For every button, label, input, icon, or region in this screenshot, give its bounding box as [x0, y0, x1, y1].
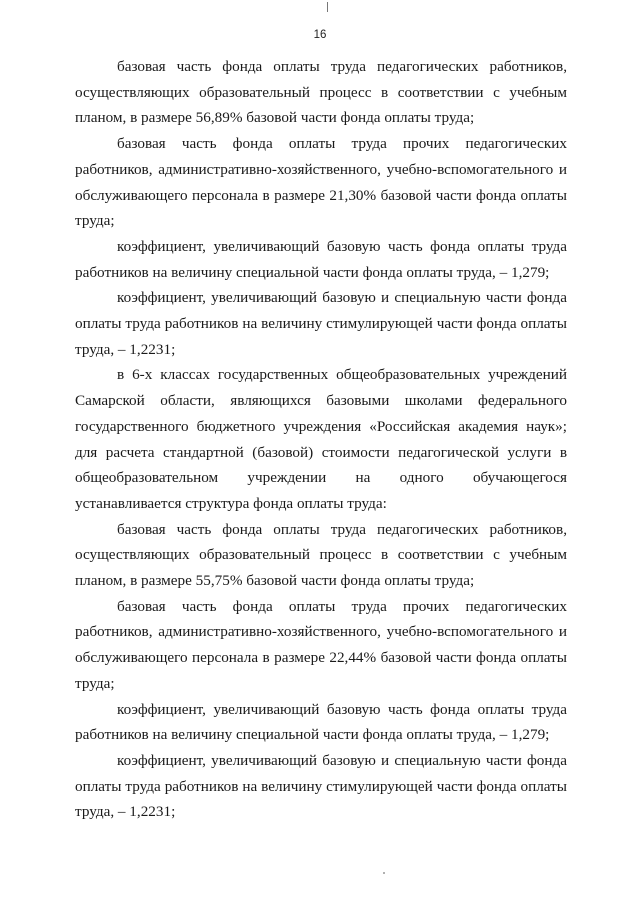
paragraph-stimulating-coefficient-2: коэффициент, увеличивающий базовую и специальную части фонда оплаты труда работников на величину стимулирующей части фонда оплаты труда, – 1,2231; [75, 751, 567, 821]
paragraph-special-coefficient-1: коэффициент, увеличивающий базовую часть фонда оплаты труда работников на величину специальной части фонда оплаты труда, – 1,279; [75, 237, 567, 281]
paragraph-special-coefficient-2: коэффициент, увеличивающий базовую часть фонда оплаты труда работников на величину специальной части фонда оплаты труда, – 1,279; [75, 700, 567, 744]
scan-artifact-mark [327, 2, 328, 12]
scan-artifact-dot [383, 872, 385, 874]
paragraph-stimulating-coefficient-1: коэффициент, увеличивающий базовую и специальную части фонда оплаты труда работников на величину стимулирующей части фонда оплаты труда, – 1,2231; [75, 289, 567, 358]
document-body [75, 54, 567, 825]
paragraph-grade-6-intro-continued: устанавливается структура фонда оплаты труда: [75, 494, 387, 512]
paragraph-grade-6-intro: в 6-х классах государственных общеобразовательных учреждений Самарской области, являющихся базовыми школами федерального государственного бюджетного учреждения «Российская академия наук»; для расчета стандартной (базовой) стоимости педагогической услуги в общеобразовательном учреждении на одного обучающегося [75, 366, 567, 487]
page-number: 16 [313, 29, 327, 41]
paragraph-base-part-other-staff-1: базовая часть фонда оплаты труда прочих педагогических работников, административно-хозяйственного, учебно-вспомогательного и обслуживающего персонала в размере 21,30% базовой части фонда оплаты труда; [75, 135, 567, 230]
paragraph-base-part-other-staff-2: базовая часть фонда оплаты труда прочих педагогических работников, административно-хозяйственного, учебно-вспомогательного и обслуживающего персонала в размере 22,44% базовой части фонда оплаты труда; [75, 597, 567, 692]
paragraph-base-part-teachers-1: базовая часть фонда оплаты труда педагогических работников, осуществляющих образовательный процесс в соответствии с учебным планом, в размере 56,89% базовой части фонда оплаты труда; [75, 58, 567, 127]
paragraph-base-part-teachers-2: базовая часть фонда оплаты труда педагогических работников, осуществляющих образовательный процесс в соответствии с учебным планом, в размере 55,75% базовой части фонда оплаты труда; [75, 520, 567, 590]
